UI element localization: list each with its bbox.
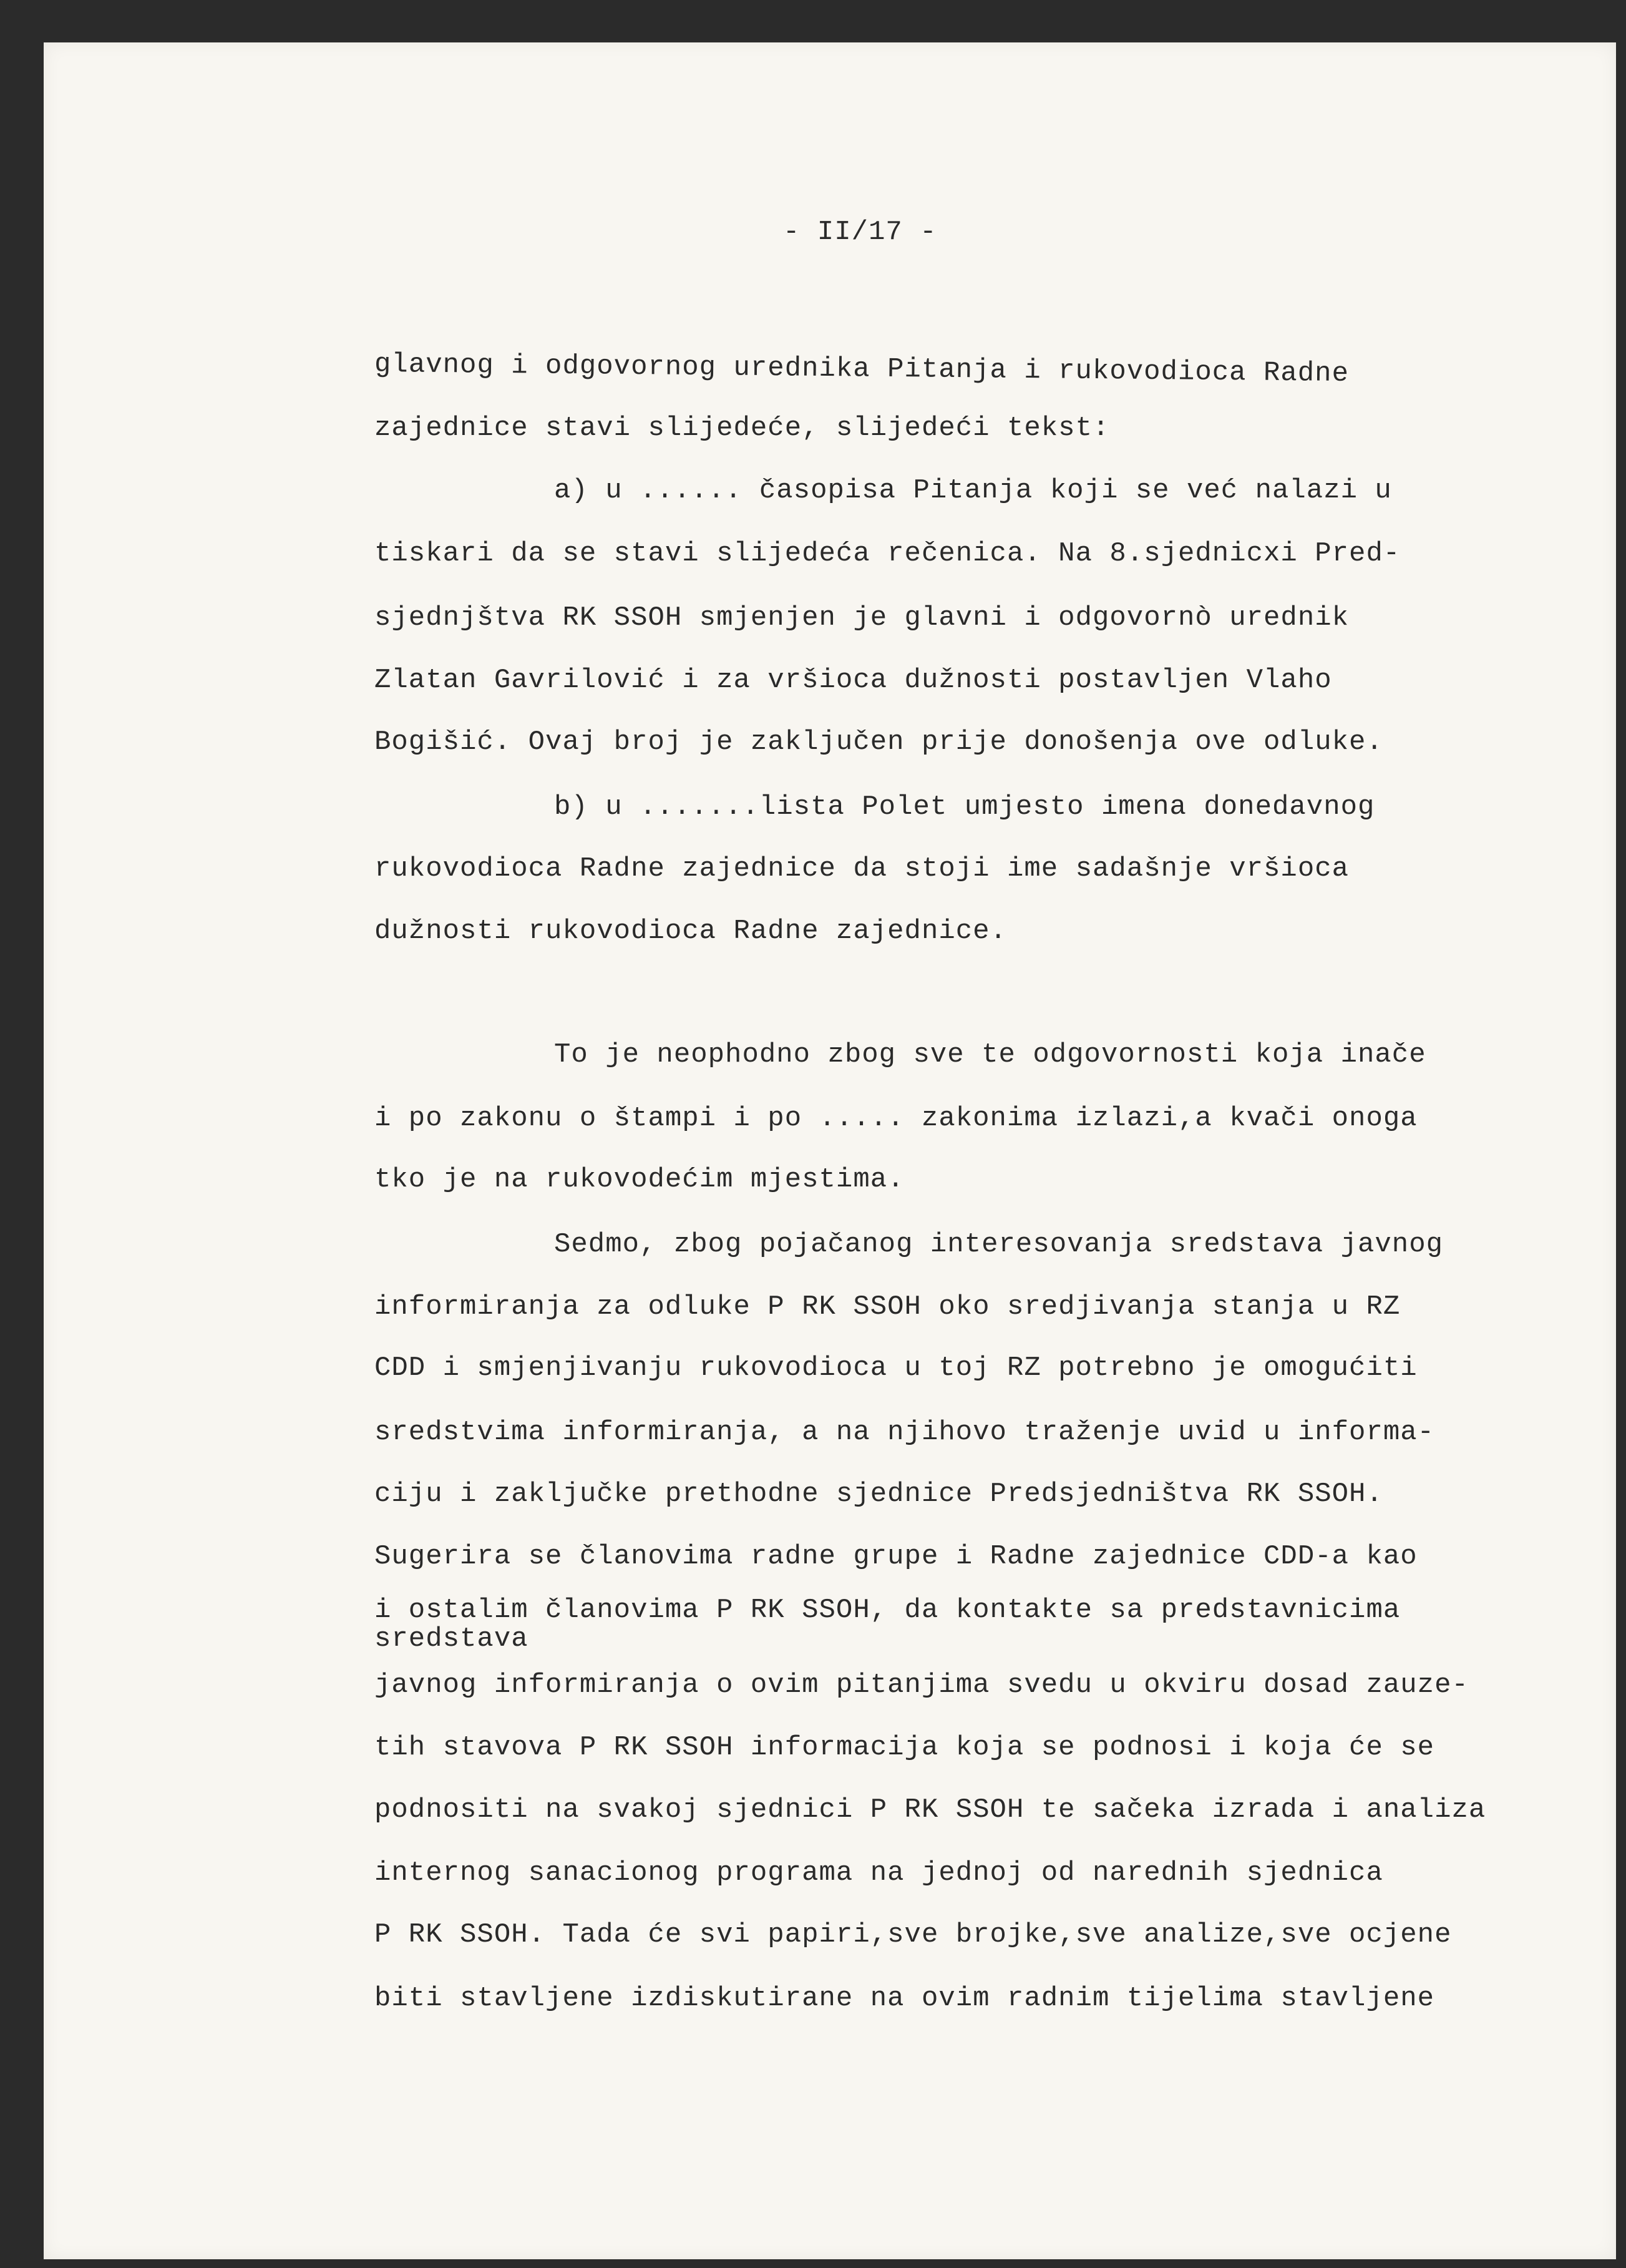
text-line: Sedmo, zbog pojačanog interesovanja sredstava javnog (554, 1229, 1444, 1260)
text-line: tiskari da se stavi slijedeća rečenica. Na 8.sjednicxi Pred- (374, 538, 1401, 569)
page-number: - II/17 - (783, 217, 937, 248)
text-line: sjednjštva RK SSOH smjenjen je glavni i odgovornò urednik (374, 602, 1350, 633)
document-page (44, 42, 1616, 2259)
text-line: Zlatan Gavrilović i za vršioca dužnosti postavljen Vlaho (374, 665, 1332, 696)
text-line: javnog informiranja o ovim pitanjima svedu u okviru dosad zauze- (374, 1669, 1469, 1701)
text-line: rukovodioca Radne zajednice da stoji ime sadašnje vršioca (374, 853, 1350, 884)
text-line: P RK SSOH. Tada će svi papiri,sve brojke,sve analize,sve ocjene (374, 1919, 1452, 1950)
text-line: a) u ...... časopisa Pitanja koji se već nalazi u (554, 475, 1392, 506)
text-line: informiranja za odluke P RK SSOH oko sredjivanja stanja u RZ (374, 1291, 1401, 1322)
text-line: Bogišić. Ovaj broj je zaključen prije donošenja ove odluke. (374, 726, 1383, 758)
text-line: glavnog i odgovornog urednika Pitanja i rukovodioca Radne (374, 349, 1350, 389)
text-line: tko je na rukovodećim mjestima. (374, 1164, 905, 1195)
text-line: internog sanacionog programa na jednoj od narednih sjednica (374, 1857, 1383, 1889)
text-line: zajednice stavi slijedeće, slijedeći tekst: (374, 413, 1110, 444)
text-line: ciju i zaključke prethodne sjednice Predsjedništva RK SSOH. (374, 1479, 1383, 1510)
text-line: Sugerira se članovima radne grupe i Radne zajednice CDD-a kao (374, 1541, 1418, 1572)
text-line: sredstvima informiranja, a na njihovo traženje uvid u informa- (374, 1417, 1435, 1448)
text-line: tih stavova P RK SSOH informacija koja se podnosi i koja će se (374, 1732, 1435, 1763)
text-line: dužnosti rukovodioca Radne zajednice. (374, 916, 1007, 947)
text-line: podnositi na svakoj sjednici P RK SSOH te sačeka izrada i analiza (374, 1794, 1486, 1826)
text-line: i po zakonu o štampi i po ..... zakonima izlazi,a kvači onoga (374, 1103, 1418, 1134)
text-line: To je neophodno zbog sve te odgovornosti koja inače (554, 1039, 1426, 1070)
text-line: biti stavljene izdiskutirane na ovim radnim tijelima stavljene (374, 1983, 1435, 2014)
text-line: sredstava (374, 1623, 528, 1655)
text-line: b) u .......lista Polet umjesto imena donedavnog (554, 791, 1375, 823)
text-line: i ostalim članovima P RK SSOH, da kontakte sa predstavnicima (374, 1595, 1401, 1626)
text-line: CDD i smjenjivanju rukovodioca u toj RZ potrebno je omogućiti (374, 1352, 1418, 1384)
